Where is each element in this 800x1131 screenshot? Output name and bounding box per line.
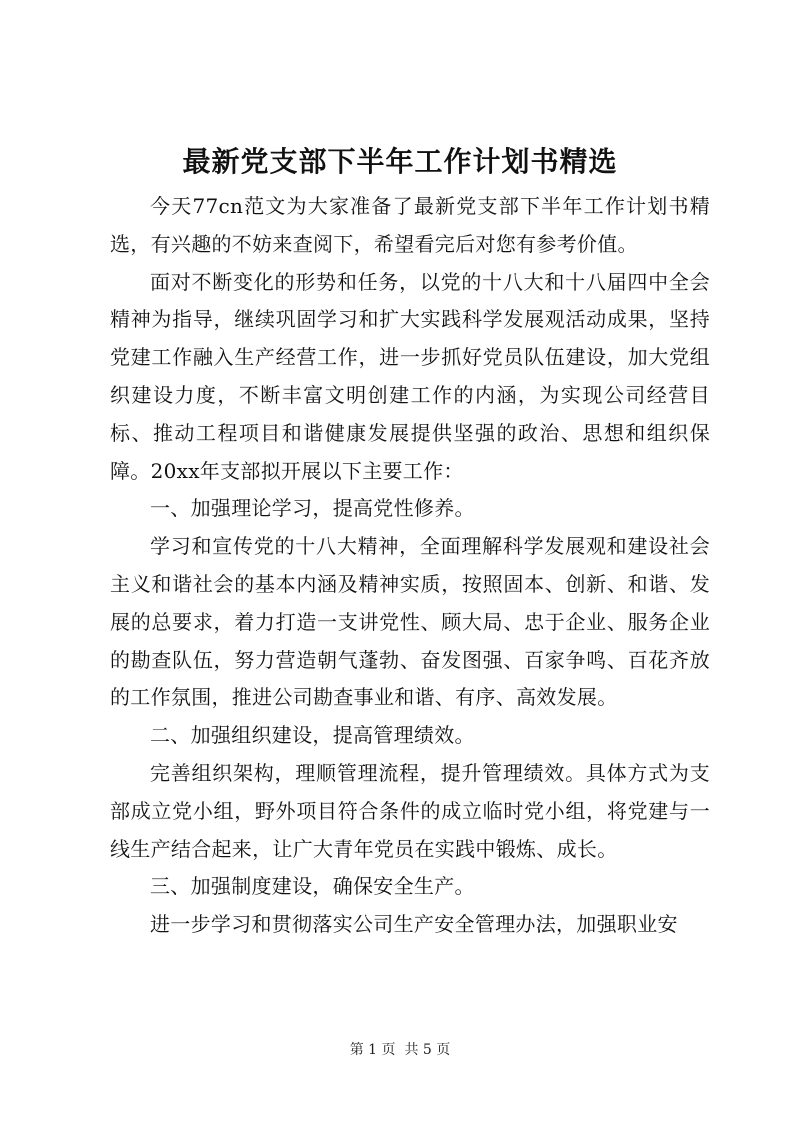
section-heading-3: 三、加强制度建设，确保安全生产。 xyxy=(150,874,475,899)
section-heading-2: 二、加强组织建设，提高管理绩效。 xyxy=(150,723,475,748)
page-number: 第 1 页 共 5 页 xyxy=(349,1042,451,1058)
paragraph-section-2: 完善组织架构，理顺管理流程，提升管理绩效。具体方式为支部成立党小组，野外项目符合条件的成立临时党小组，将党建与一线生产结合起来，让广大青年党员在实践中锻炼、成长。 xyxy=(110,760,710,861)
document-title: 最新党支部下半年工作计划书精选 xyxy=(182,145,618,178)
document-body xyxy=(110,188,710,944)
page-footer xyxy=(0,1040,800,1060)
paragraph-intro: 今天77cn范文为大家准备了最新党支部下半年工作计划书精选，有兴趣的不妨来查阅下，希望看完后对您有参考价值。 xyxy=(110,194,710,256)
paragraph-section-1: 学习和宣传党的十八大精神，全面理解科学发展观和建设社会主义和谐社会的基本内涵及精神实质，按照固本、创新、和谐、发展的总要求，着力打造一支讲党性、顾大局、忠于企业、服务企业的勘查队伍，努力营造朝气蓬勃、奋发图强、百家争鸣、百花齐放的工作氛围，推进公司勘查事业和谐、有序、高效发展。 xyxy=(110,534,710,710)
section-heading-1: 一、加强理论学习，提高党性修养。 xyxy=(150,496,475,521)
paragraph-section-3: 进一步学习和贯彻落实公司生产安全管理办法，加强职业安 xyxy=(150,912,678,937)
paragraph-overview: 面对不断变化的形势和任务，以党的十八大和十八届四中全会精神为指导，继续巩固学习和扩大实践科学发展观活动成果，坚持党建工作融入生产经营工作，进一步抓好党员队伍建设，加大党组织建设力度，不断丰富文明创建工作的内涵，为实现公司经营目标、推动工程项目和谐健康发展提供坚强的政治、思想和组织保障。20xx年支部拟开展以下主要工作： xyxy=(110,269,710,483)
